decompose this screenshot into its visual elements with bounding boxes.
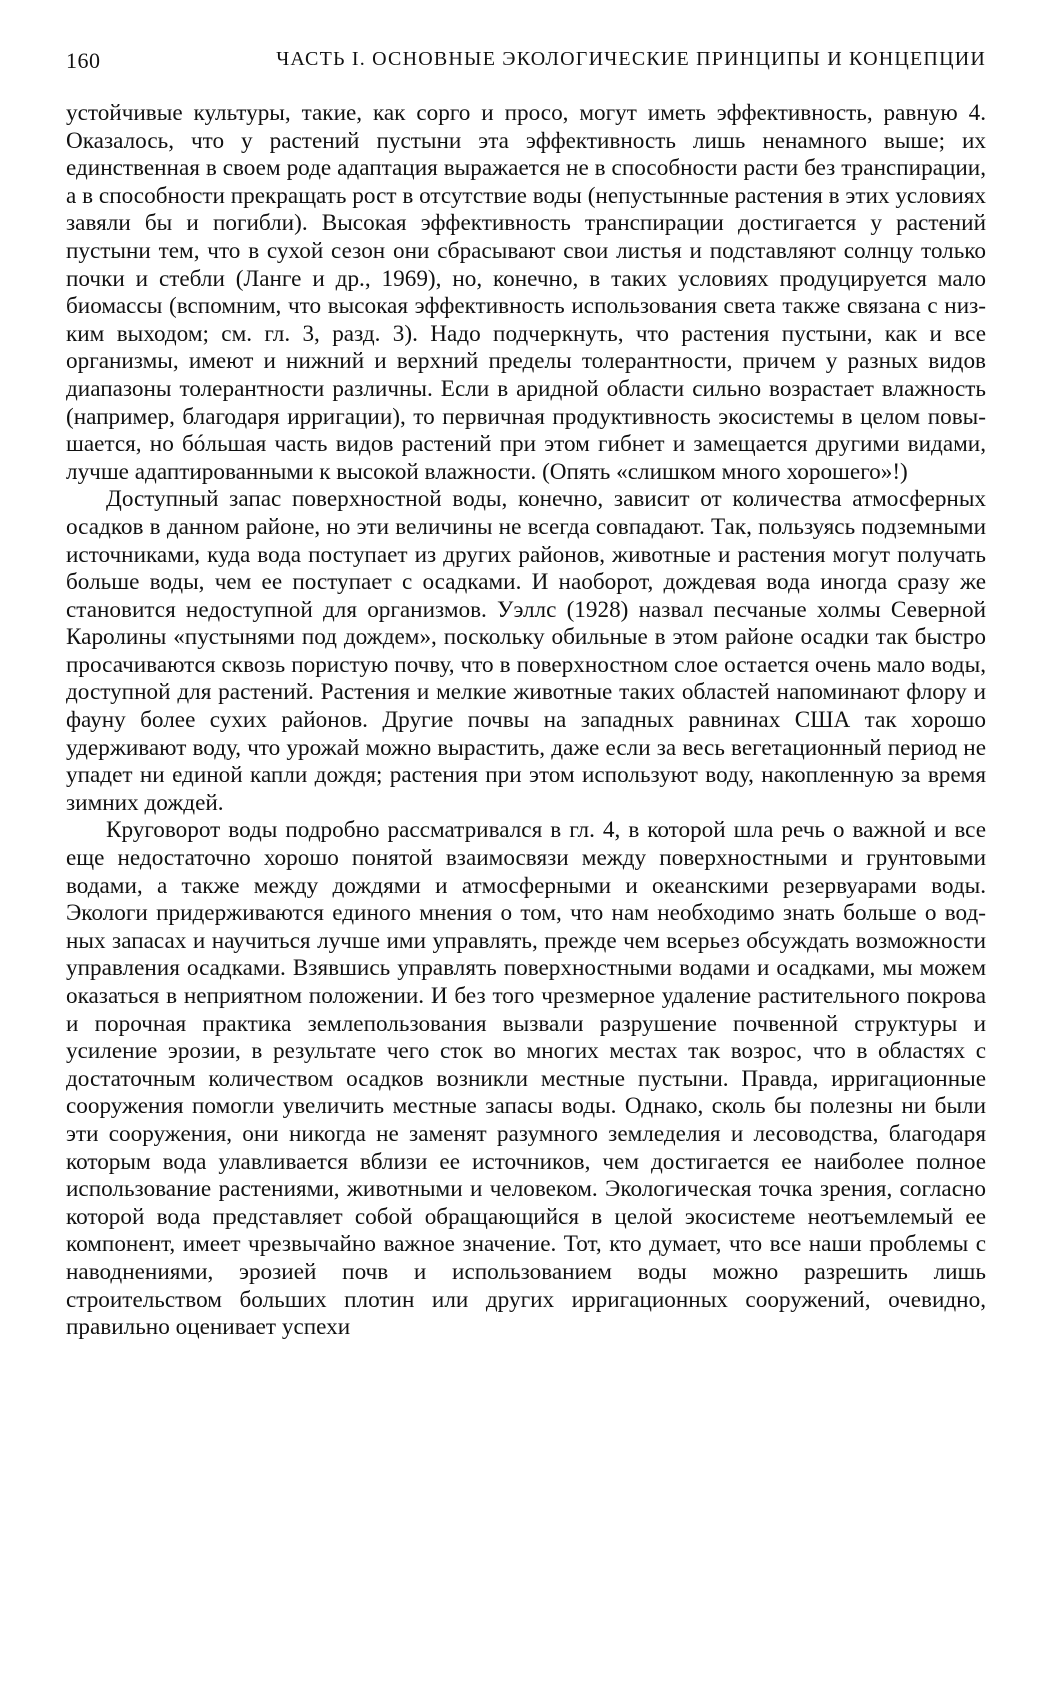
running-head: ЧАСТЬ I. ОСНОВНЫЕ ЭКОЛОГИЧЕСКИЕ ПРИНЦИПЫ И КОНЦЕПЦИИ [276,48,986,70]
page-number: 160 [66,48,101,73]
paragraph-continued: устойчивые культуры, такие, как сорго и просо, могут иметь эффективность, равную 4. Оказалось, что у растений пустыни эта эффективность лишь ненамного выше; их единственная в своем роде адаптация выражается не в способности расти без транспирации, а в способности прекращать рост в отсутствие воды (непустынные растения в этих условиях завяли бы и погибли). Высокая эффективность транспирации достигается у растений пустыни тем, что в сухой сезон они сбрасывают свои листья и подставляют солнцу только почки и стебли (Ланге и др., 1969), но, конечно, в таких условиях продуцируется мало биомассы (вспомним, что высокая эффективность использования света также связана с низким выходом; см. гл. 3, разд. 3). Надо подчеркнуть, что растения пустыни, как и все организмы, имеют и нижний и верхний пределы толерантности, причем у разных видов диапазоны толерантности различны. Если в аридной области сильно возрастает влажность (например, благодаря ирригации), то первичная продуктивность экосистемы в целом повышается, но бóльшая часть видов растений при этом гибнет и замещается другими видами, лучше адаптированными к высокой влажности. (Опять «слишком много хорошего»!) [66,100,986,485]
page-header [66,48,986,80]
paragraph-surface-water: Доступный запас поверхностной воды, конечно, зависит от количества атмосферных осадков в данном районе, но эти величины не всегда совпадают. Так, пользуясь подземными источниками, куда вода поступает из других районов, животные и растения могут получать больше воды, чем ее поступает с осадками. И наоборот, дождевая вода иногда сразу же становится недоступной для организмов. Уэллс (1928) назвал песчаные холмы Северной Каролины «пустынями под дождем», поскольку обильные в этом районе осадки так быстро просачиваются сквозь пористую почву, что в поверхностном слое остается очень мало воды, доступной для растений. Растения и мелкие животные таких областей напоминают флору и фауну более сухих районов. Другие почвы на западных равнинах США так хорошо удерживают воду, что урожай можно вырастить, даже если за весь вегетационный период не упадет ни единой капли дождя; растения при этом используют воду, накопленную за время зимних дождей. [66,486,986,816]
paragraph-water-cycle: Круговорот воды подробно рассматривался в гл. 4, в которой шла речь о важной и все еще недостаточно хорошо понятой взаимосвязи между поверхностными и грунтовыми водами, а также между дождями и атмосферными и океанскими резервуарами воды. Экологи придерживаются единого мнения о том, что нам необходимо знать больше о водных запасах и научиться лучше ими управлять, прежде чем всерьез обсуждать возможности управления осадками. Взявшись управлять поверхностными водами и осадками, мы можем оказаться в неприятном положении. И без того чрезмерное удаление растительного покрова и порочная практика землепользования вызвали разрушение почвенной структуры и усиление эрозии, в результате чего сток во многих местах так возрос, что в областях с достаточным количеством осадков возникли местные пустыни. Правда, ирригационные сооружения помогли увеличить местные запасы воды. Однако, сколь бы полезны ни были эти сооружения, они никогда не заменят разумного земледелия и лесоводства, благодаря которым вода улавливается вблизи ее источников, чем достигается ее наиболее полное использование растениями, животными и человеком. Экологическая точка зрения, согласно которой вода представляет собой обращающийся в целой экосистеме неотъемлемый ее компонент, имеет чрезвычайно важное значение. Тот, кто думает, что все наши проблемы с наводнениями, эрозией почв и использованием воды можно разрешить лишь строительством больших плотин или других ирригационных сооружений, очевидно, правильно оценивает успехи [66,817,986,1341]
body-text [66,100,986,1342]
